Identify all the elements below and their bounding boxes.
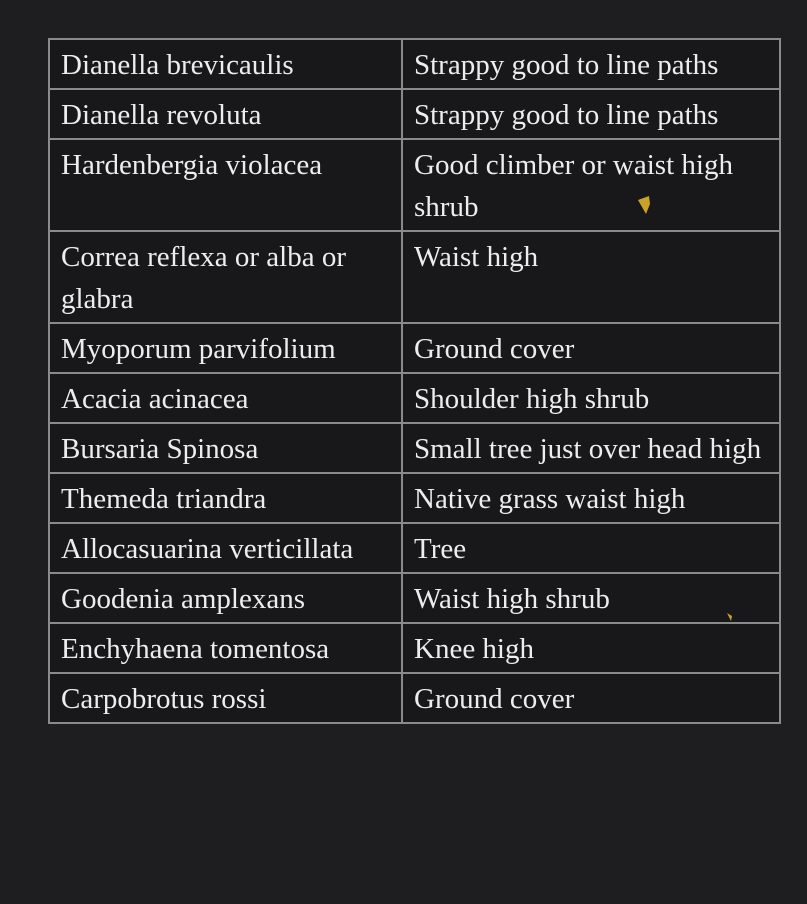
plant-name-cell: Themeda triandra: [49, 473, 402, 523]
plant-name-cell: Bursaria Spinosa: [49, 423, 402, 473]
plant-note-cell: Ground cover: [402, 673, 780, 723]
table-row: [49, 523, 780, 573]
plant-name-cell: Allocasuarina verticillata: [49, 523, 402, 573]
plant-note-cell: Knee high: [402, 623, 780, 673]
table-row: [49, 373, 780, 423]
plant-table: [48, 38, 781, 724]
table-row: [49, 39, 780, 89]
table-row: [49, 473, 780, 523]
plant-note-cell: Strappy good to line paths: [402, 89, 780, 139]
plant-name-cell: Myoporum parvifolium: [49, 323, 402, 373]
plant-name-cell: Goodenia amplexans: [49, 573, 402, 623]
table-row: [49, 139, 780, 231]
plant-note-cell: Shoulder high shrub: [402, 373, 780, 423]
plant-note-cell: Strappy good to line paths: [402, 39, 780, 89]
table-row: [49, 623, 780, 673]
plant-name-cell: Dianella brevicaulis: [49, 39, 402, 89]
plant-note-cell: Native grass waist high: [402, 473, 780, 523]
plant-note-cell: Waist high shrub: [402, 573, 780, 623]
plant-name-cell: Carpobrotus rossi: [49, 673, 402, 723]
plant-name-cell: Dianella revoluta: [49, 89, 402, 139]
stray-tick-path: [727, 613, 732, 621]
plant-name-cell: Acacia acinacea: [49, 373, 402, 423]
plant-name-cell: Correa reflexa or alba or glabra: [49, 231, 402, 323]
plant-note-cell: Waist high: [402, 231, 780, 323]
table-row: [49, 323, 780, 373]
stray-mark-path: [638, 196, 650, 214]
table-row: [49, 673, 780, 723]
table-row: [49, 231, 780, 323]
table-row: [49, 89, 780, 139]
plant-note-cell: Tree: [402, 523, 780, 573]
stray-tick-shape: [726, 612, 734, 622]
table-row: [49, 423, 780, 473]
plant-note-cell: Ground cover: [402, 323, 780, 373]
stray-mark-shape: [637, 195, 651, 215]
plant-note-cell: Small tree just over head high: [402, 423, 780, 473]
table-row: [49, 573, 780, 623]
plant-name-cell: Hardenbergia violacea: [49, 139, 402, 231]
plant-note-cell: Good climber or waist high shrub: [402, 139, 780, 231]
plant-name-cell: Enchyhaena tomentosa: [49, 623, 402, 673]
